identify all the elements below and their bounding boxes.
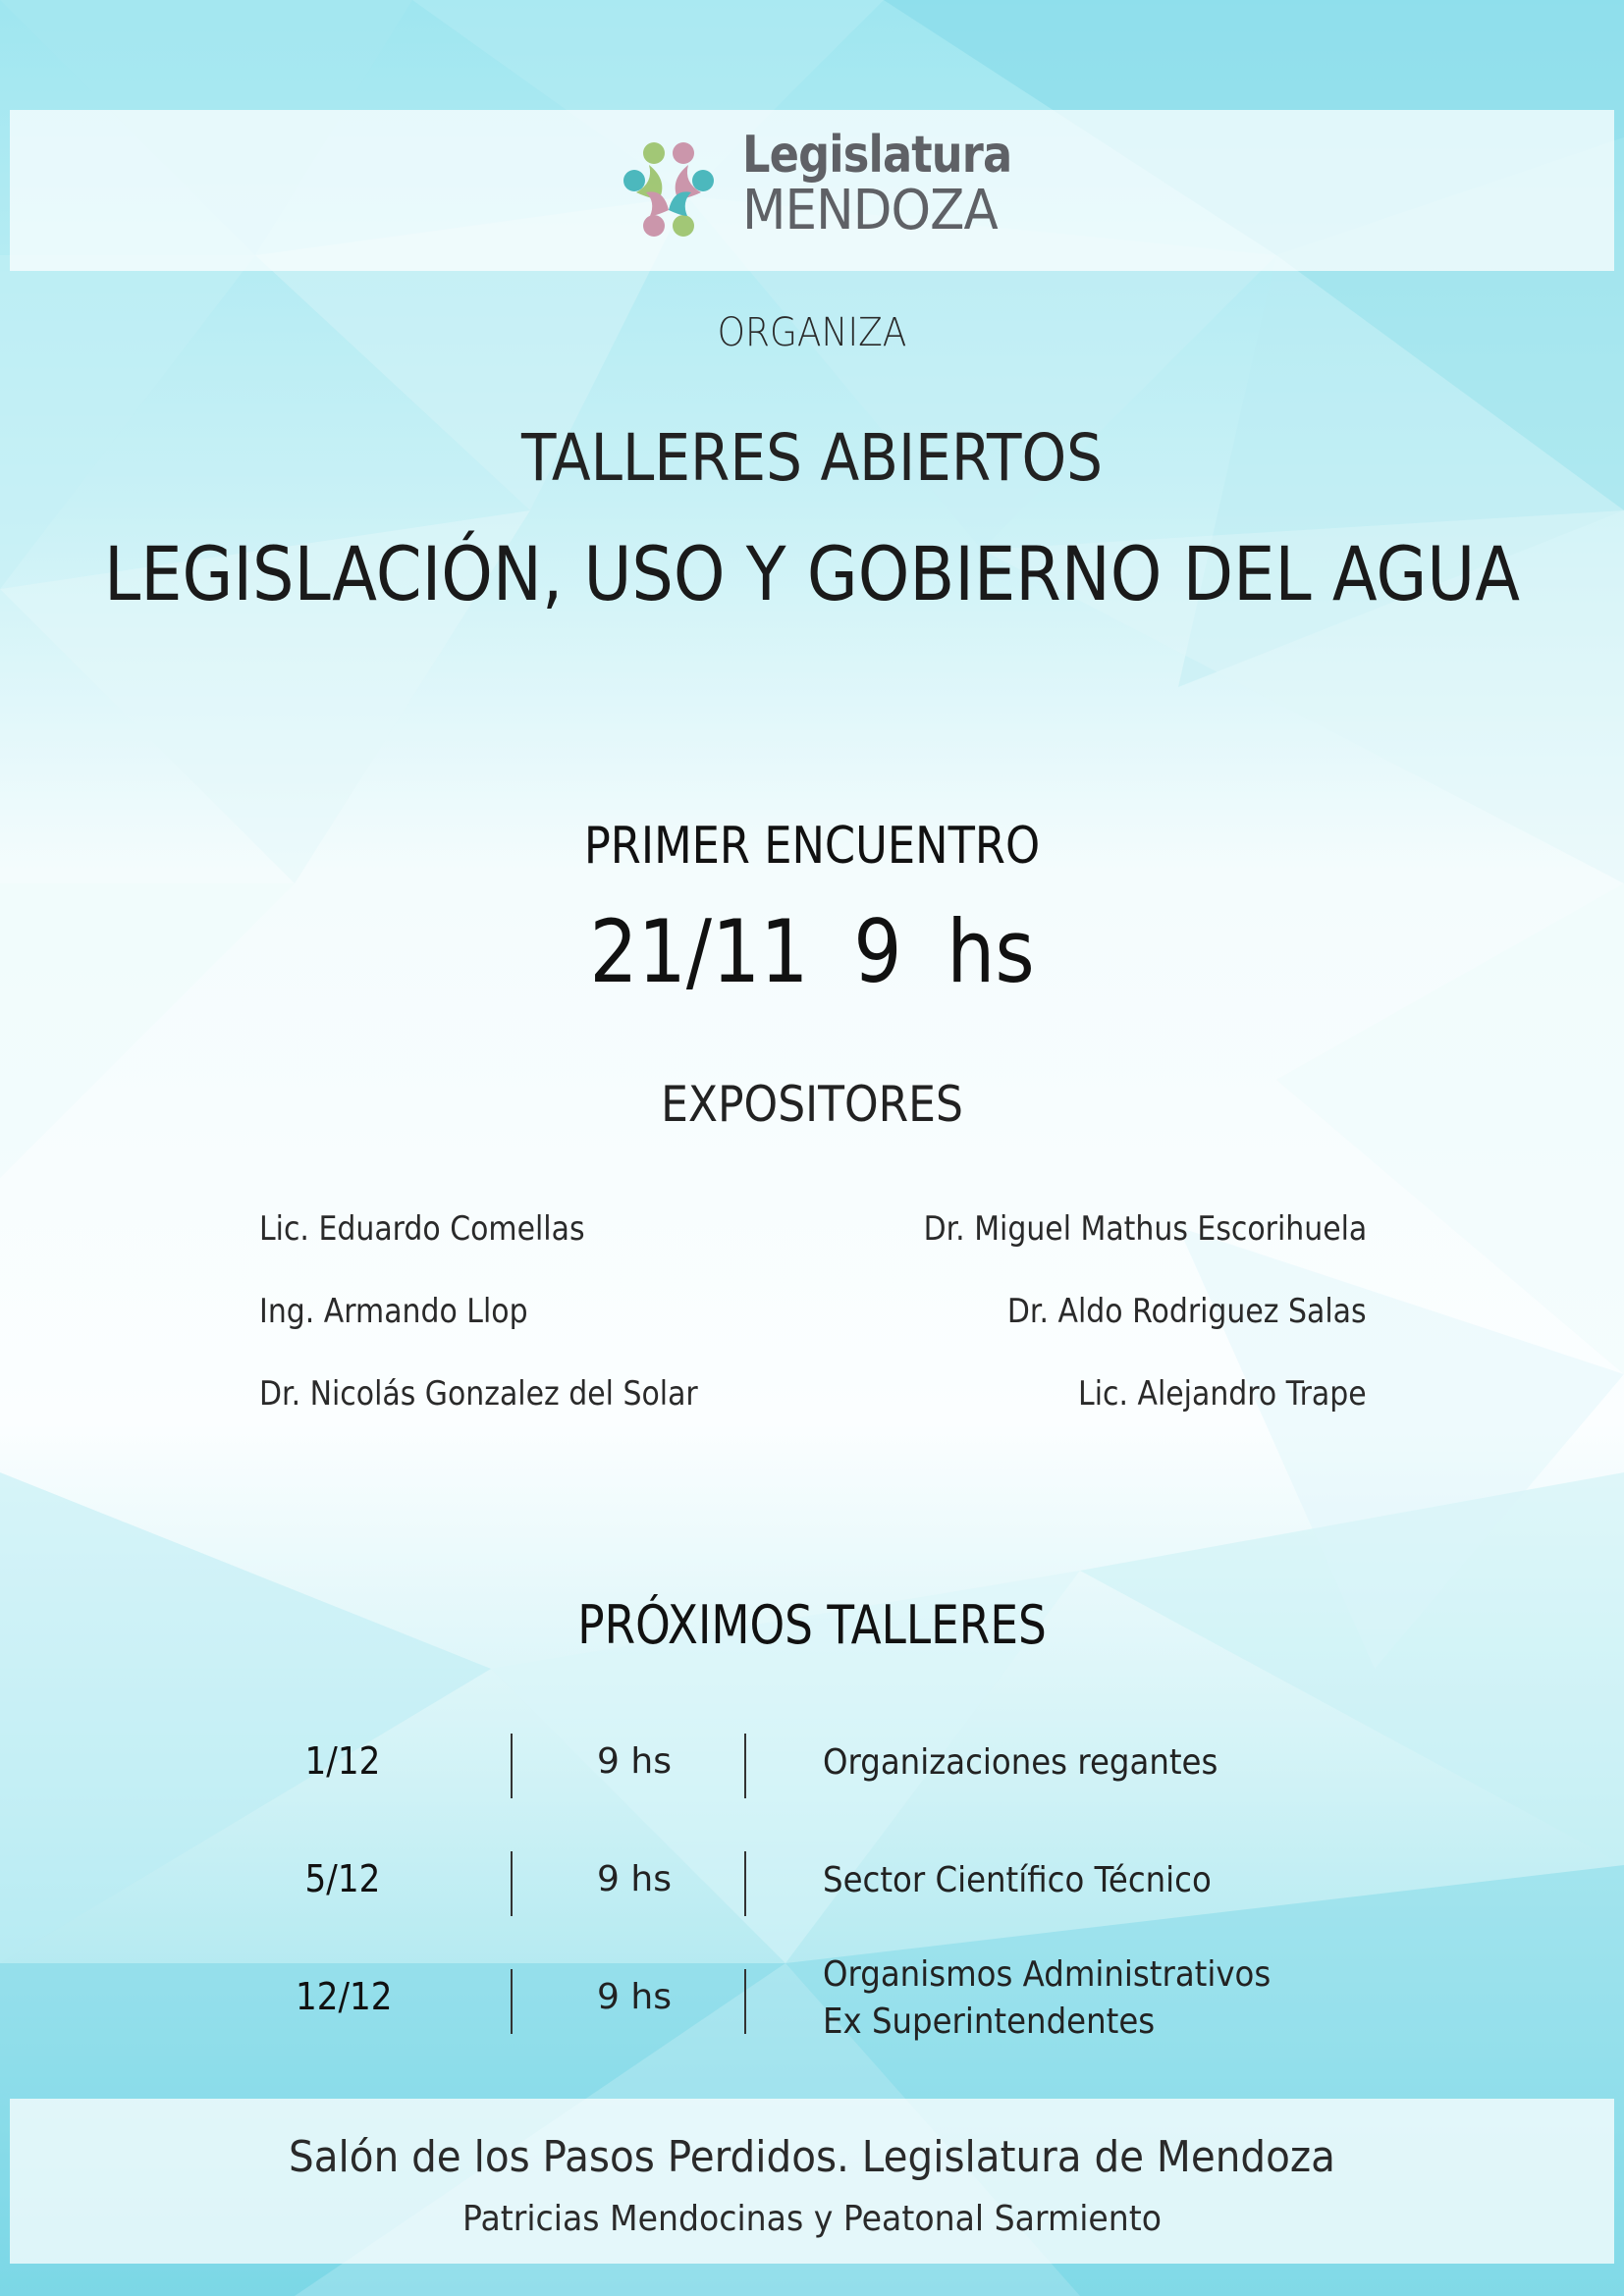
logo-text-mendoza: MENDOZA: [742, 179, 998, 242]
schedule-divider: [744, 1851, 746, 1916]
schedule-time: 9 hs: [597, 1741, 672, 1782]
venue-text: Salón de los Pasos Perdidos. Legislatura de Mendoza: [289, 2132, 1335, 2182]
schedule-divider: [511, 1969, 513, 2034]
talleres-heading: TALLERES ABIERTOS: [520, 420, 1104, 496]
schedule-date: 1/12: [304, 1739, 381, 1783]
expositores-heading: EXPOSITORES: [661, 1076, 963, 1133]
proximos-talleres-heading: PRÓXIMOS TALLERES: [577, 1594, 1047, 1656]
speaker-name: Ing. Armando Llop: [259, 1292, 528, 1331]
schedule-divider: [511, 1851, 513, 1916]
schedule-time: 9 hs: [597, 1977, 672, 2017]
legislatura-logo-icon: [615, 132, 723, 247]
address-text: Patricias Mendocinas y Peatonal Sarmiento: [461, 2199, 1163, 2239]
speaker-name: Dr. Nicolás Gonzalez del Solar: [259, 1374, 698, 1414]
schedule-divider: [511, 1734, 513, 1798]
speaker-name: Dr. Miguel Mathus Escorihuela: [923, 1209, 1367, 1249]
schedule-desc: Organizaciones regantes: [823, 1742, 1218, 1783]
schedule-time: 9 hs: [597, 1859, 672, 1899]
schedule-divider: [744, 1734, 746, 1798]
schedule-date: 5/12: [304, 1857, 381, 1900]
schedule-desc: Organismos Administrativos Ex Superintendentes: [823, 1954, 1272, 2042]
organiza-label: ORGANIZA: [717, 310, 907, 355]
schedule-date: 12/12: [296, 1975, 393, 2018]
schedule-desc: Sector Científico Técnico: [823, 1860, 1212, 1900]
logo-text-legislatura: Legislatura: [742, 126, 1012, 185]
speaker-name: Dr. Aldo Rodriguez Salas: [1007, 1292, 1367, 1331]
primer-encuentro-datetime: [97, 901, 1527, 1002]
main-title: LEGISLACIÓN, USO Y GOBIERNO DEL AGUA: [103, 530, 1521, 617]
schedule-divider: [744, 1969, 746, 2034]
encuentro-time: 9 hs: [853, 901, 1035, 1002]
primer-encuentro-label: PRIMER ENCUENTRO: [583, 817, 1041, 876]
speaker-name: Lic. Alejandro Trape: [1078, 1374, 1367, 1414]
encuentro-date: 21/11: [589, 901, 809, 1002]
speaker-name: Lic. Eduardo Comellas: [259, 1209, 585, 1249]
